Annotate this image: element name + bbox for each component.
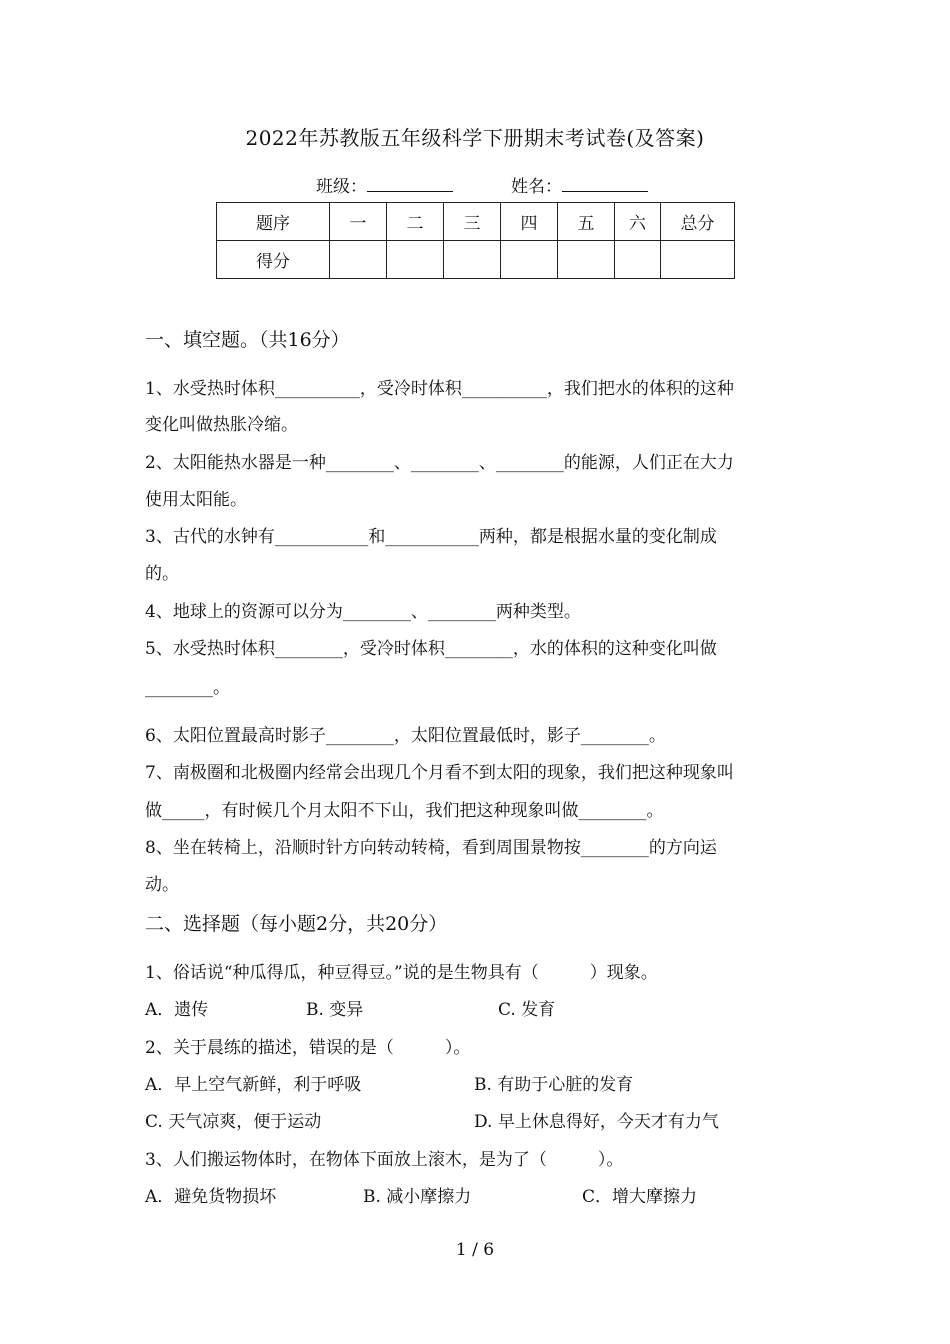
page-title: 2022年苏教版五年级科学下册期末考试卷(及答案)	[245, 126, 705, 150]
score-cell[interactable]	[615, 241, 661, 279]
score-table-score-row	[217, 241, 735, 279]
table-header-cell: 一	[330, 203, 387, 241]
fill-line: 6、太阳位置最高时影子________，太阳位置最低时，影子________。	[145, 726, 666, 746]
name-field[interactable]	[562, 173, 648, 192]
score-row-label: 得分	[217, 241, 330, 279]
fill-line: ________。	[145, 678, 230, 698]
option-b[interactable]: B. 变异	[306, 1000, 364, 1020]
score-cell[interactable]	[661, 241, 735, 279]
option-b[interactable]: B. 减小摩擦力	[363, 1187, 472, 1207]
fill-line: 5、水受热时体积________，受冷时体积________，水的体积的这种变化叫做	[145, 639, 717, 659]
class-field[interactable]	[367, 173, 453, 192]
fill-line: 2、太阳能热水器是一种________、________、________的能源，人们正在大力	[145, 453, 734, 473]
score-cell[interactable]	[330, 241, 387, 279]
option-c[interactable]: C. 天气凉爽，便于运动	[145, 1112, 322, 1132]
option-a[interactable]: A．遗传	[145, 1000, 209, 1020]
question-3: 3、人们搬运物体时，在物体下面放上滚木，是为了（ ）。	[145, 1150, 624, 1170]
option-a[interactable]: A．早上空气新鲜，利于呼吸	[145, 1075, 362, 1095]
table-header-cell: 题序	[217, 203, 330, 241]
fill-line: 4、地球上的资源可以分为________、________两种类型。	[145, 602, 581, 622]
question-1: 1、俗话说“种瓜得瓜，种豆得豆。”说的是生物具有（ ）现象。	[145, 963, 658, 983]
table-header-cell: 五	[558, 203, 615, 241]
score-table-header-row	[217, 203, 735, 241]
table-header-cell: 二	[387, 203, 444, 241]
fill-line: 3、古代的水钟有___________和___________两种，都是根据水量的变化制成	[145, 527, 717, 547]
fill-line: 使用太阳能。	[145, 490, 247, 510]
fill-line: 8、坐在转椅上，沿顺时针方向转动转椅，看到周围景物按________的方向运	[145, 838, 717, 858]
score-cell[interactable]	[444, 241, 501, 279]
table-header-cell: 六	[615, 203, 661, 241]
option-d[interactable]: D. 早上休息得好，今天才有力气	[474, 1112, 719, 1132]
fill-line: 1、水受热时体积__________，受冷时体积__________，我们把水的体积的这种	[145, 379, 734, 399]
question-2: 2、关于晨练的描述，错误的是（ ）。	[145, 1038, 471, 1058]
score-cell[interactable]	[558, 241, 615, 279]
table-header-cell: 四	[501, 203, 558, 241]
option-c[interactable]: C．增大摩擦力	[582, 1187, 698, 1207]
section-2-heading: 二、选择题（每小题2分，共20分）	[145, 913, 448, 935]
fill-line: 做_____，有时候几个月太阳不下山，我们把这种现象叫做________。	[145, 801, 664, 821]
table-header-cell: 三	[444, 203, 501, 241]
name-label: 姓名：	[511, 177, 562, 197]
page-number: 1 / 6	[455, 1240, 495, 1260]
section-1-heading: 一、填空题。（共16分）	[145, 329, 350, 351]
fill-line: 的。	[145, 564, 179, 584]
score-table	[216, 202, 735, 279]
score-cell[interactable]	[387, 241, 444, 279]
table-header-cell: 总分	[661, 203, 735, 241]
option-c[interactable]: C. 发育	[498, 1000, 556, 1020]
fill-line: 变化叫做热胀冷缩。	[145, 415, 298, 435]
class-label: 班级：	[316, 177, 367, 197]
fill-line: 动。	[145, 875, 179, 895]
option-b[interactable]: B. 有助于心脏的发育	[474, 1075, 634, 1095]
option-a[interactable]: A．避免货物损坏	[145, 1187, 277, 1207]
fill-line: 7、南极圈和北极圈内经常会出现几个月看不到太阳的现象，我们把这种现象叫	[145, 763, 734, 783]
student-info	[316, 172, 648, 197]
score-cell[interactable]	[501, 241, 558, 279]
